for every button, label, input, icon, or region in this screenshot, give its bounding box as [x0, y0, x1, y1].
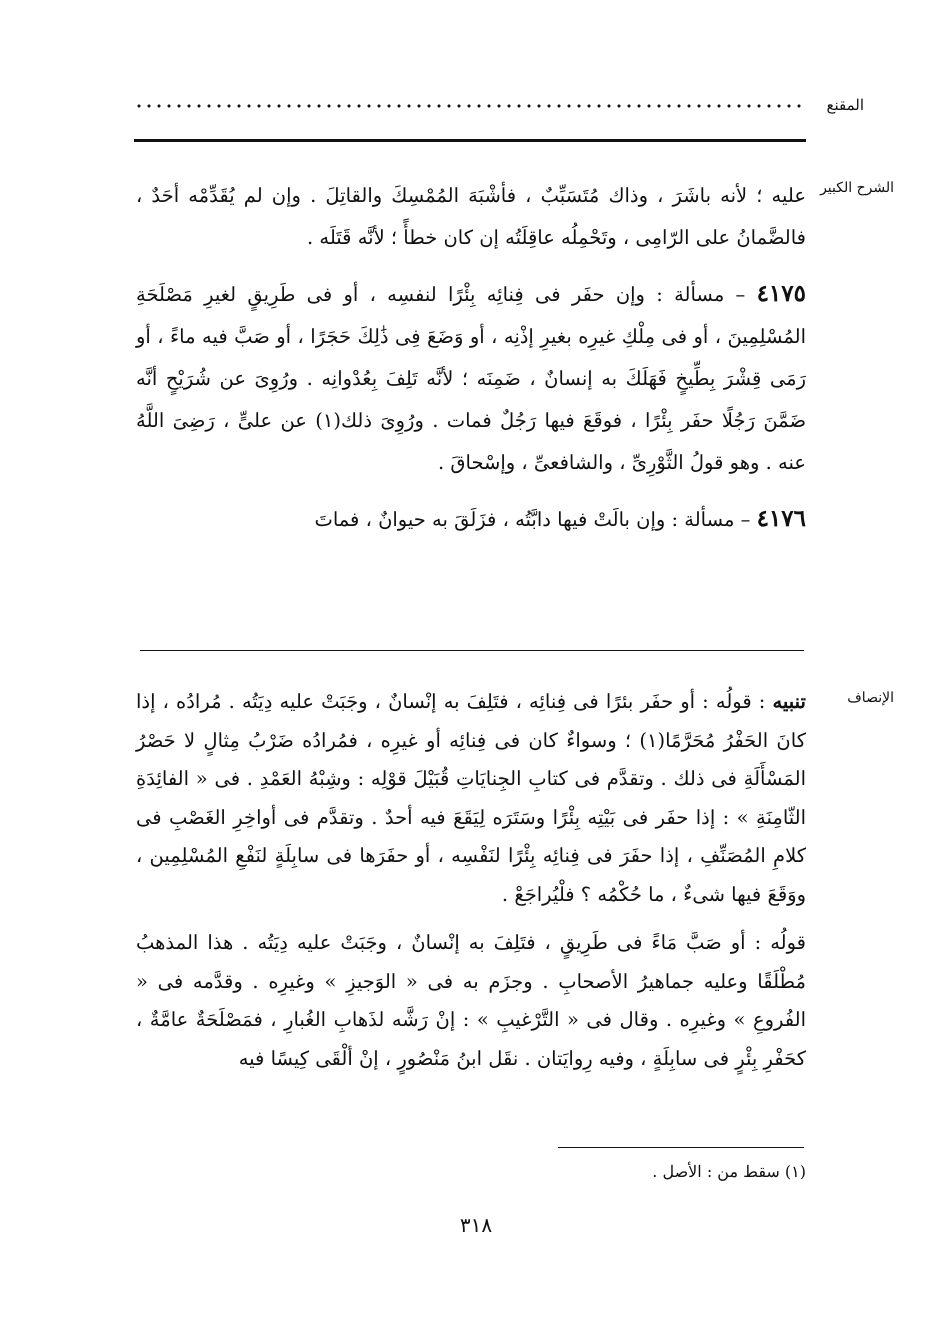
paragraph-text: – مسألة : وإن بالَتْ فيها دابَّتُه ، فزَلَقَ به حيوانٌ ، فماتَ — [314, 508, 757, 531]
paragraph-text: عليه ؛ لأنه باشَرَ ، وذاك مُتَسَبِّبٌ ، فأشْبَهَ المُمْسِكَ والقاتِلَ . وإن لم يُقَدِّمْه أحَدٌ ، فالضَّمانُ على الرّامِى ، وتَحْمِلُه عاقِلَتُه إن كان خطأً ؛ لأنَّه قَتَلَه . — [136, 184, 806, 249]
paragraph-text: – مسألة : وإن حفَر فى فِنائِه بِئْرًا لنفسِه ، أو فى طَرِيقٍ لغيرِ مَصْلَحَةِ المُسْلِمِينَ ، أو فى مِلْكِ غيرِه بغيرِ إذْنِه ، أو وَضَعَ فِى ذَٰلِكَ حَجَرًا ، أو صَبَّ فيه ماءً ، أو رَمَى قِشْرَ بِطِّيخٍ فَهَلَكَ به إنسانٌ ، ضَمِنَه ؛ لأنَّه تَلِفَ بِعُدْوانِه . ورُوِىَ عن شُرَيْحٍ أنَّه ضَمَّنَ رَجُلًا حفَر بِئْرًا ، فوقَعَ فيها رَجُلٌ فمات . ورُوِىَ ذلك(١) عن علىٍّ ، رَضِىَ اللَّهُ عنه . وهو قولُ الثَّوْرِىِّ ، والشافعىِّ ، وإسْحاقَ . — [136, 283, 807, 474]
footnote-rule — [558, 1147, 804, 1148]
header-rule — [134, 139, 806, 142]
paragraph-text: : قولُه : أو حفَر بئرًا فى فِنائِه ، فتَلِفَ به إنْسانٌ ، وجَبَتْ عليه دِيَتُه . مُرادُه ، إذا كانَ الحَفْرُ مُحَرَّمًا(١) ؛ وسواءٌ كان فى فِنائِه أو غيرِه ، فمُرادُه ضَرْبُ مِثالٍ لا حَصْرُ المَسْأَلَةِ فى ذلك . وتقدَّم فى كتابِ الجِنايَاتِ قُبَيْلَ قوْلِه : وشِبْهُ العَمْدِ . فى « الفائِدَةِ الثّامِنَةِ » : إذا حفَر فى بَيْتِه بِئْرًا وسَتَرَه لِيَقَعَ فيه أحدٌ . وتقدَّم فى أواخِرِ الغَصْبِ فى كلامِ المُصَنِّفِ ، إذا حفَرَ فى فِنائِه بِئْرًا لنَفْسِه ، أو حفَرَها فى سابِلَةٍ لنَفْعِ المُسْلِمِين ، ووَقَعَ فيها شىءٌ ، ما حُكْمُه ؟ فلْيُراجَعْ . — [136, 690, 806, 906]
paragraph-lead: تنبيه — [772, 690, 806, 713]
paragraph — [136, 924, 806, 1078]
paragraph — [136, 273, 806, 484]
page-number: ٣١٨ — [459, 1213, 493, 1237]
footnote: (١) سقط من : الأصل . — [652, 1162, 806, 1181]
paragraph-text: قولُه : أو صَبَّ مَاءً فى طَرِيقٍ ، فتَلِفَ به إنْسانٌ ، وجَبَتْ عليه دِيَتُه . هذا المذهبُ مُطْلَقًا وعليه جماهيرُ الأصحابِ . وجزَم به فى « الوَجيزِ » وغيرِه . وقدَّمه فى « الفُروعِ » وغيرِه . وقال فى « التَّرْغيبِ » : إنْ رَشَّه لذَهابِ الغُبارِ ، فمَصْلَحَةٌ عامَّةٌ ، كحَفْرِ بِئْرٍ فى سابِلَةٍ ، وفيه رِوايَتان . نقَل ابنُ مَنْصُورٍ ، إنْ ألْقَى كِيسًا فيه — [136, 931, 806, 1070]
paragraph — [136, 683, 806, 914]
section-label-insaf: الإنصاف — [847, 690, 894, 706]
header-dotted-rule — [134, 104, 806, 108]
paragraph — [136, 175, 806, 259]
paragraph — [136, 498, 806, 541]
book-title: المقنع — [826, 96, 864, 114]
section-divider — [140, 650, 804, 651]
issue-number: ٤١٧٥ — [756, 280, 806, 307]
issue-number: ٤١٧٦ — [756, 505, 806, 532]
section-label-sharh: الشرح الكبير — [820, 180, 894, 196]
insaf-text — [136, 683, 806, 1078]
sharh-text — [136, 175, 806, 541]
